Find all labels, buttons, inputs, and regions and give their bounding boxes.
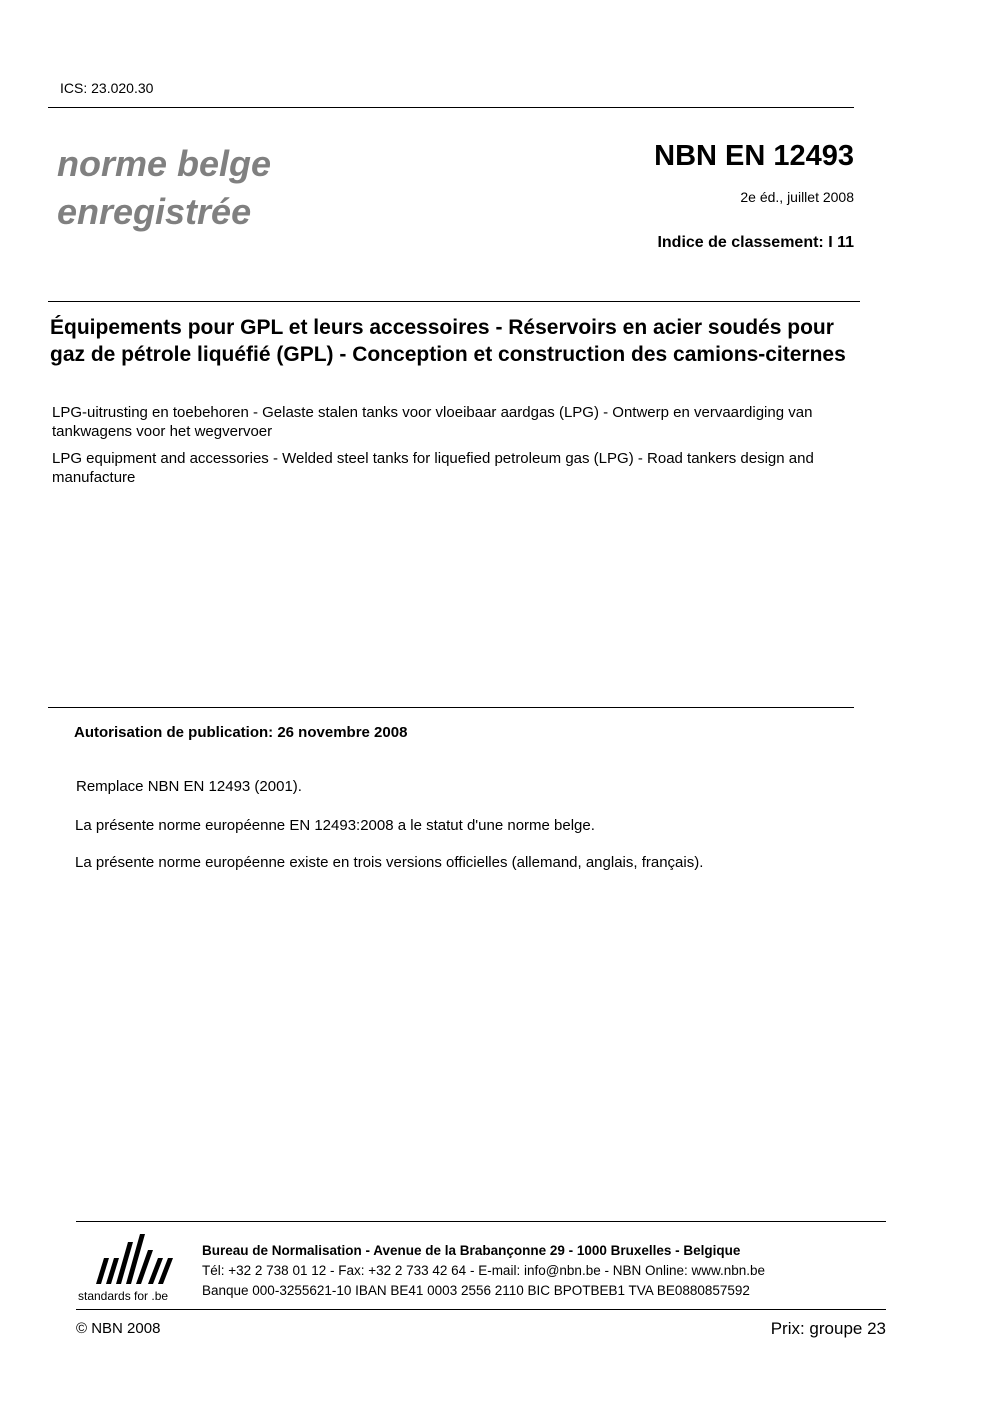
norme-belge-heading: [57, 140, 271, 236]
footer-bank: Banque 000-3255621-10 IBAN BE41 0003 2556 2110 BIC BPOTBEB1 TVA BE0880857592: [202, 1283, 750, 1298]
footer-address: Bureau de Normalisation - Avenue de la Brabançonne 29 - 1000 Bruxelles - Belgique: [202, 1243, 741, 1258]
price-group: Prix: groupe 23: [770, 1319, 886, 1338]
title-dutch: LPG-uitrusting en toebehoren - Gelaste stalen tanks voor vloeibaar aardgas (LPG) - Ontwerp en vervaardiging van tankwagens voor het wegvervoer: [52, 404, 813, 440]
title-divider: [48, 301, 860, 302]
paragraph-versions: La présente norme européenne existe en trois versions officielles (allemand, anglais, français).: [75, 854, 704, 871]
logo-tagline: standards for .be: [78, 1289, 169, 1303]
publication-authorization: Autorisation de publication: 26 novembre 2008: [74, 724, 408, 741]
classification-index: Indice de classement: I 11: [657, 234, 854, 251]
authorization-divider: [48, 707, 854, 708]
copyright: © NBN 2008: [76, 1320, 161, 1337]
title-french: Équipements pour GPL et leurs accessoires - Réservoirs en acier soudés pour gaz de pétrole liquéfié (GPL) - Conception et construction des camions-citernes: [50, 316, 846, 366]
top-divider: [48, 107, 854, 108]
title-english: LPG equipment and accessories - Welded steel tanks for liquefied petroleum gas (LPG) - Road tankers design and manufacture: [52, 450, 814, 486]
standard-number: NBN EN 12493: [654, 140, 854, 172]
paragraph-replaces: Remplace NBN EN 12493 (2001).: [76, 778, 302, 795]
footer-contact: Tél: +32 2 738 01 12 - Fax: +32 2 733 42 64 - E-mail: info@nbn.be - NBN Online: www.nbn.be: [202, 1263, 766, 1278]
footer-contact-block: [202, 1241, 765, 1301]
nbn-logo: [76, 1228, 188, 1308]
nbn-logo-mark-icon: [76, 1228, 188, 1308]
ics-code: ICS: 23.020.30: [60, 80, 154, 96]
copyright-divider: [76, 1309, 886, 1310]
footer-divider: [76, 1221, 886, 1222]
edition-info: 2e éd., juillet 2008: [740, 189, 854, 205]
paragraph-status: La présente norme européenne EN 12493:2008 a le statut d'une norme belge.: [75, 817, 595, 834]
norme-line-2: enregistrée: [57, 191, 252, 232]
norme-line-1: norme belge: [57, 143, 272, 184]
